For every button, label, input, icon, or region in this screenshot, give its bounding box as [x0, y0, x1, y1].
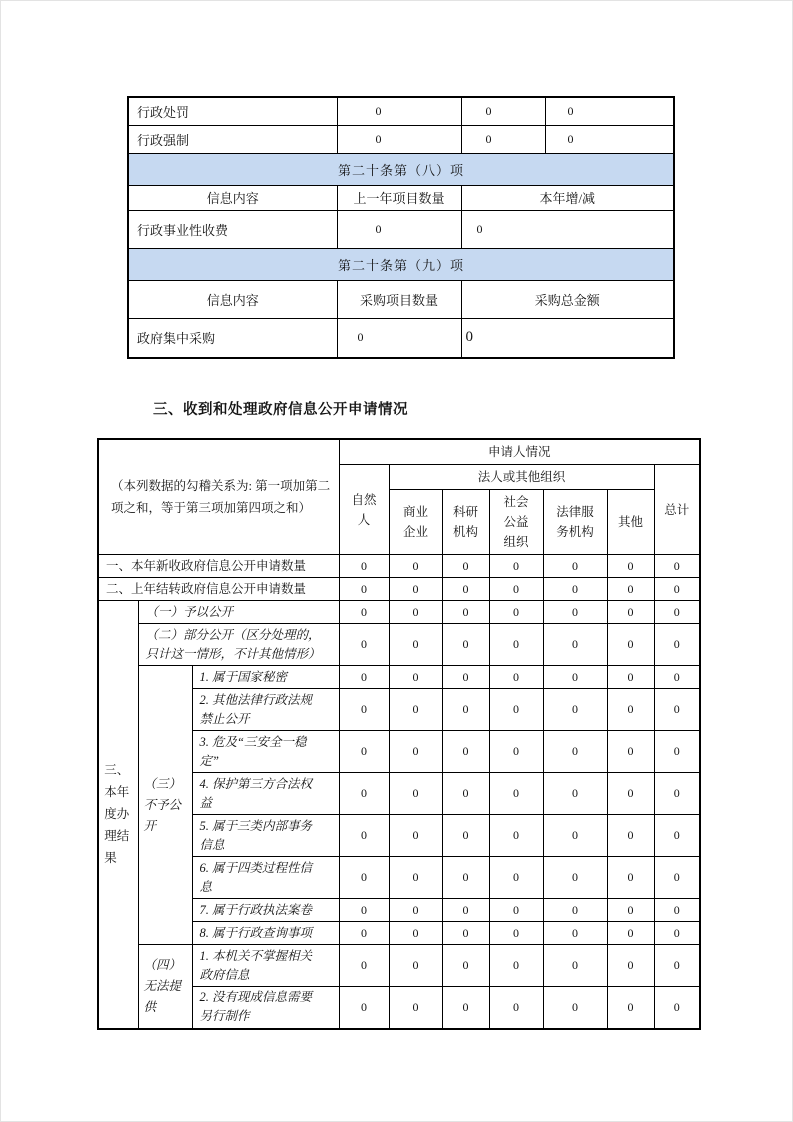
- value-cell: 0: [389, 624, 442, 666]
- value-cell: 0: [607, 815, 654, 857]
- value-cell: 0: [489, 689, 543, 731]
- section-title-row: [128, 153, 674, 185]
- header-text: 法律服务机构: [556, 505, 594, 539]
- value-cell: 0: [607, 555, 654, 578]
- value-cell: 0: [543, 922, 607, 945]
- column-header-cell: 申请人情况: [339, 439, 700, 465]
- value-cell: 0: [654, 624, 700, 666]
- value-cell: 0: [442, 922, 489, 945]
- value-cell: 0: [654, 773, 700, 815]
- header-row: [98, 439, 700, 465]
- value-cell: 0: [442, 555, 489, 578]
- year-results-side-label: [98, 601, 138, 1029]
- value-cell: 0: [543, 815, 607, 857]
- row-label-cell: [138, 624, 339, 666]
- row-label-cell: 行政处罚: [128, 97, 337, 125]
- row-label-text: （二）部分公开（区分处理的，只计这一情形，不计其他情形）: [145, 627, 321, 661]
- section3-heading: 三、收到和处理政府信息公开申请情况: [153, 402, 408, 418]
- column-header-cell: [442, 490, 489, 555]
- value-cell: 0: [389, 689, 442, 731]
- header-text: 自然人: [351, 492, 377, 527]
- row-label-cell: [192, 731, 339, 773]
- value-cell: 0: [654, 555, 700, 578]
- column-header-cell: [389, 490, 442, 555]
- value-cell: 0: [389, 987, 442, 1029]
- side-label-text: 三、本年度办理结果: [104, 763, 130, 866]
- value-cell: 0: [442, 601, 489, 624]
- value-cell: 0: [654, 578, 700, 601]
- value-cell: 0: [489, 624, 543, 666]
- row-label-text: 2. 其他法律行政法规禁止公开: [199, 692, 313, 726]
- value-cell: 0: [337, 318, 461, 358]
- value-cell: 0: [442, 578, 489, 601]
- row-label-text: 8. 属于行政查询事项: [199, 925, 313, 940]
- value-cell: 0: [543, 578, 607, 601]
- row-label-cell: [192, 857, 339, 899]
- value-cell: 0: [654, 601, 700, 624]
- value-cell: 0: [654, 922, 700, 945]
- value-cell: 0: [654, 815, 700, 857]
- value-cell: 0: [389, 731, 442, 773]
- value-cell: 0: [337, 97, 461, 125]
- value-cell: 0: [339, 731, 389, 773]
- value-cell: 0: [489, 857, 543, 899]
- column-header-cell: [339, 465, 389, 555]
- value-cell: 0: [543, 857, 607, 899]
- value-cell: 0: [607, 987, 654, 1029]
- value-cell: 0: [442, 731, 489, 773]
- value-cell: 0: [442, 987, 489, 1029]
- value-cell: 0: [543, 987, 607, 1029]
- value-cell: 0: [489, 987, 543, 1029]
- column-header-cell: 采购总金额: [461, 280, 674, 318]
- table-row: [128, 97, 674, 125]
- column-header-cell: 法人或其他组织: [389, 465, 654, 490]
- corner-note-text: （本列数据的勾稽关系为: 第一项加第二项之和，等于第三项加第四项之和）: [111, 479, 331, 515]
- value-cell: 0: [461, 97, 545, 125]
- value-cell: 0: [339, 899, 389, 922]
- table-row: [98, 578, 700, 601]
- value-cell: 0: [461, 210, 674, 248]
- value-cell: 0: [654, 689, 700, 731]
- header-text: 科研机构: [453, 505, 479, 539]
- table-row: [98, 666, 700, 689]
- value-cell: 0: [489, 601, 543, 624]
- row-label-cell: （一）予以公开: [138, 601, 339, 624]
- value-cell: 0: [489, 922, 543, 945]
- value-cell: 0: [607, 624, 654, 666]
- column-header-cell: 采购项目数量: [337, 280, 461, 318]
- row-label-cell: [192, 815, 339, 857]
- value-cell: 0: [339, 624, 389, 666]
- value-cell: 0: [489, 899, 543, 922]
- row-label-cell: 一、本年新收政府信息公开申请数量: [98, 555, 339, 578]
- column-header-cell: 本年增/减: [461, 185, 674, 210]
- value-cell: 0: [607, 731, 654, 773]
- section-title-cell: 第二十条第（八）项: [128, 153, 674, 185]
- value-cell: 0: [339, 815, 389, 857]
- value-cell: 0: [442, 945, 489, 987]
- value-cell: 0: [489, 815, 543, 857]
- column-header-row: [128, 185, 674, 210]
- section-title-cell: 第二十条第（九）项: [128, 248, 674, 280]
- table-row: [128, 125, 674, 153]
- value-cell: 0: [607, 601, 654, 624]
- value-cell: 0: [442, 899, 489, 922]
- row-label-cell: [192, 899, 339, 922]
- column-header-cell: 信息内容: [128, 185, 337, 210]
- row-label-cell: 行政事业性收费: [128, 210, 337, 248]
- row-label-cell: [192, 689, 339, 731]
- value-cell: 0: [654, 945, 700, 987]
- row-label-cell: [192, 945, 339, 987]
- table-row: [98, 555, 700, 578]
- value-cell: 0: [389, 945, 442, 987]
- table-row: [98, 601, 700, 624]
- table-row: [98, 945, 700, 987]
- value-cell: 0: [442, 773, 489, 815]
- group-label-cell: [138, 666, 192, 945]
- column-header-cell: [543, 490, 607, 555]
- value-cell: 0: [489, 945, 543, 987]
- value-cell: 0: [543, 945, 607, 987]
- row-label-cell: 二、上年结转政府信息公开申请数量: [98, 578, 339, 601]
- article20-items-table: [127, 96, 675, 359]
- value-cell: 0: [461, 125, 545, 153]
- value-cell: 0: [389, 857, 442, 899]
- value-cell: 0: [442, 666, 489, 689]
- value-cell: 0: [545, 97, 674, 125]
- row-label-text: 1. 本机关不掌握相关政府信息: [199, 948, 313, 982]
- value-cell: 0: [543, 624, 607, 666]
- applications-table: [97, 438, 701, 1030]
- value-cell: 0: [339, 601, 389, 624]
- value-cell: 0: [339, 945, 389, 987]
- row-label-text: 5. 属于三类内部事务信息: [199, 818, 313, 852]
- value-cell: 0: [543, 601, 607, 624]
- row-label-text: 1. 属于国家秘密: [199, 669, 288, 684]
- value-cell: 0: [607, 899, 654, 922]
- value-cell: 0: [607, 922, 654, 945]
- row-label-cell: [192, 987, 339, 1029]
- value-cell: 0: [543, 899, 607, 922]
- value-cell: 0: [654, 899, 700, 922]
- value-cell: 0: [607, 689, 654, 731]
- value-cell: 0: [461, 318, 674, 358]
- column-header-cell: 上一年项目数量: [337, 185, 461, 210]
- row-label-text: 6. 属于四类过程性信息: [199, 860, 313, 894]
- value-cell: 0: [339, 922, 389, 945]
- value-cell: 0: [489, 578, 543, 601]
- header-text: 社会公益组织: [503, 495, 529, 549]
- value-cell: 0: [339, 578, 389, 601]
- value-cell: 0: [389, 666, 442, 689]
- value-cell: 0: [442, 857, 489, 899]
- group-label-text: （四）无法提供: [143, 957, 182, 1014]
- value-cell: 0: [545, 125, 674, 153]
- row-label-text: 7. 属于行政执法案卷: [199, 902, 313, 917]
- value-cell: 0: [489, 773, 543, 815]
- value-cell: 0: [339, 773, 389, 815]
- value-cell: 0: [339, 987, 389, 1029]
- column-header-cell: [489, 490, 543, 555]
- row-label-cell: [192, 666, 339, 689]
- value-cell: 0: [543, 689, 607, 731]
- value-cell: 0: [339, 689, 389, 731]
- column-header-cell: 总计: [654, 465, 700, 555]
- value-cell: 0: [339, 666, 389, 689]
- value-cell: 0: [543, 555, 607, 578]
- row-label-cell: [192, 922, 339, 945]
- group-label-cell: [138, 945, 192, 1029]
- value-cell: 0: [543, 666, 607, 689]
- header-text: 商业企业: [403, 505, 429, 539]
- row-label-cell: 行政强制: [128, 125, 337, 153]
- value-cell: 0: [442, 624, 489, 666]
- value-cell: 0: [389, 773, 442, 815]
- value-cell: 0: [389, 578, 442, 601]
- value-cell: 0: [607, 666, 654, 689]
- value-cell: 0: [654, 987, 700, 1029]
- value-cell: 0: [389, 922, 442, 945]
- value-cell: 0: [389, 555, 442, 578]
- value-cell: 0: [607, 857, 654, 899]
- value-cell: 0: [489, 731, 543, 773]
- row-label-text: 3. 危及“三安全一稳定”: [199, 734, 307, 768]
- group-label-text: （三）不予公开: [143, 776, 182, 833]
- value-cell: 0: [337, 125, 461, 153]
- value-cell: 0: [339, 555, 389, 578]
- row-label-cell: [192, 773, 339, 815]
- value-cell: 0: [607, 773, 654, 815]
- table-row: [98, 624, 700, 666]
- value-cell: 0: [489, 666, 543, 689]
- row-label-cell: 政府集中采购: [128, 318, 337, 358]
- column-header-cell: 信息内容: [128, 280, 337, 318]
- section-title-row: [128, 248, 674, 280]
- value-cell: 0: [607, 945, 654, 987]
- value-cell: 0: [442, 689, 489, 731]
- table-row: [128, 318, 674, 358]
- row-label-text: 4. 保护第三方合法权益: [199, 776, 313, 810]
- column-header-row: [128, 280, 674, 318]
- value-cell: 0: [389, 899, 442, 922]
- value-cell: 0: [607, 578, 654, 601]
- value-cell: 0: [654, 857, 700, 899]
- value-cell: 0: [389, 815, 442, 857]
- value-cell: 0: [654, 666, 700, 689]
- row-label-text: 2. 没有现成信息需要另行制作: [199, 990, 313, 1024]
- value-cell: 0: [489, 555, 543, 578]
- column-header-cell: 其他: [607, 490, 654, 555]
- value-cell: 0: [654, 731, 700, 773]
- value-cell: 0: [543, 773, 607, 815]
- table-row: [128, 210, 674, 248]
- value-cell: 0: [442, 815, 489, 857]
- value-cell: 0: [389, 601, 442, 624]
- corner-note-cell: [98, 439, 339, 555]
- value-cell: 0: [337, 210, 461, 248]
- value-cell: 0: [339, 857, 389, 899]
- value-cell: 0: [543, 731, 607, 773]
